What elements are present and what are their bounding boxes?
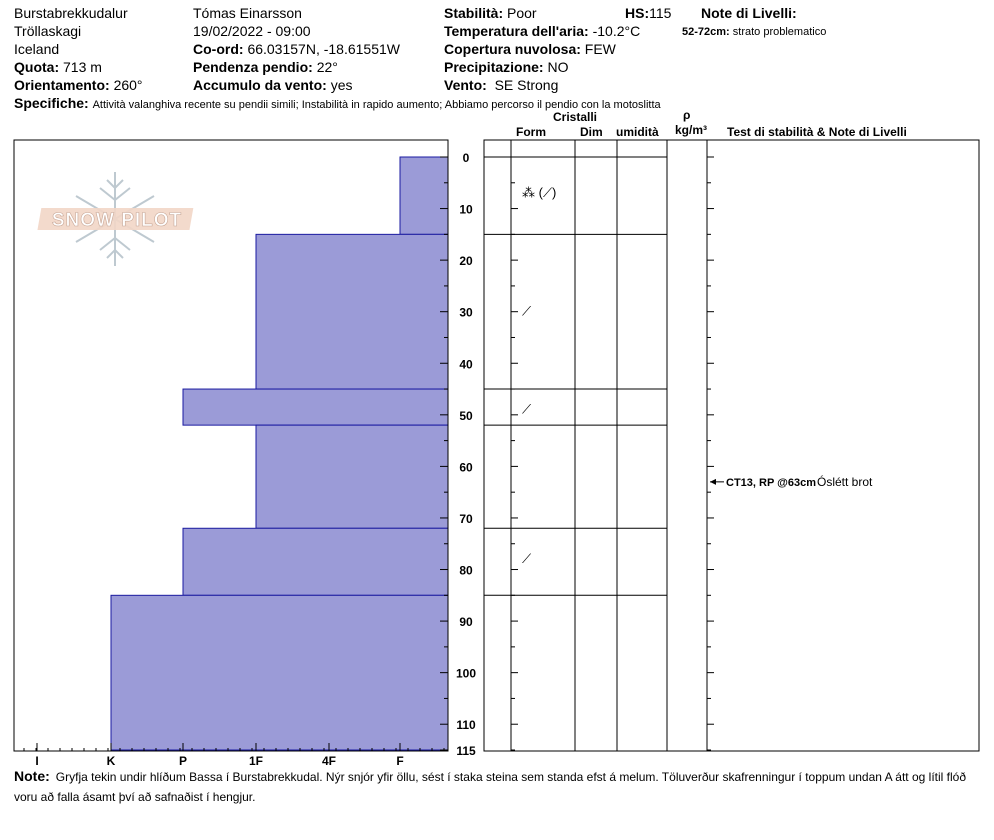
region-name: Tröllaskagi: [14, 23, 82, 39]
specifics-label: Specifiche:: [14, 95, 89, 111]
note-text: Gryfja tekin undir hlíðum Bassa í Burstabrekkudal. Nýr snjór yfir öllu, sést í staka steina sem standa efst á melum. Töluverður skafrenningur í toppum undan A átt og lítil flóð voru að falla ásamt því að safnaðist í hengjur.: [14, 770, 966, 804]
air-temp-value: -10.2°C: [592, 23, 641, 39]
hardness-bar-1: [256, 234, 448, 389]
precip-value: NO: [547, 59, 569, 75]
crystals-header: Cristalli: [553, 110, 598, 124]
density-symbol: ρ: [683, 108, 691, 122]
grain-form-symbol-0: ⁂ (⟋): [522, 185, 557, 201]
layer-table-frame: [484, 140, 979, 751]
moisture-header: umidità: [616, 125, 659, 139]
hardness-bar-0: [400, 157, 448, 234]
hardness-bar-3: [256, 425, 448, 528]
wind-loading-label: Accumulo da vento:: [193, 77, 327, 93]
hs-label: HS:: [625, 5, 650, 21]
stability-test-result-0: CT13, RP @63cm: [726, 476, 817, 489]
grain-form-symbol-2: ⟋: [522, 401, 532, 417]
hardness-label-P: P: [178, 754, 188, 768]
observer-name: Tómas Einarsson: [193, 5, 302, 21]
layer-note-text: strato problematico: [732, 26, 827, 38]
hardness-bar-2: [183, 389, 448, 425]
depth-label-70: 70: [459, 511, 473, 526]
hardness-bar-5: [111, 595, 448, 750]
hardness-bar-4: [183, 528, 448, 595]
depth-label-110: 110: [456, 718, 476, 733]
coord-value: 66.03157N, -18.61551W: [247, 41, 400, 57]
form-header: Form: [516, 125, 546, 139]
depth-label-50: 50: [459, 408, 473, 423]
grain-form-symbol-1: ⟋: [522, 303, 532, 319]
logo-text: SNOW PILOT: [51, 210, 183, 231]
aspect-label: Orientamento:: [14, 77, 110, 93]
depth-label-115: 115: [456, 744, 476, 758]
depth-label-90: 90: [459, 615, 473, 630]
stability-value: Poor: [507, 5, 537, 21]
hardness-label-K: K: [106, 754, 116, 768]
density-unit: kg/m³: [675, 123, 708, 137]
depth-label-20: 20: [459, 254, 473, 269]
observation-datetime: 19/02/2022 - 09:00: [193, 23, 311, 39]
hardness-label-F: F: [396, 754, 404, 768]
aspect-value: 260°: [113, 77, 143, 93]
coord-label: Co-ord:: [193, 41, 244, 57]
cloud-label: Copertura nuvolosa:: [444, 41, 581, 57]
hardness-label-I: I: [35, 754, 39, 768]
country-name: Iceland: [14, 41, 60, 57]
depth-label-10: 10: [459, 202, 473, 217]
slope-value: 22°: [316, 59, 338, 75]
depth-label-60: 60: [459, 460, 473, 475]
wind-value: SE Strong: [494, 77, 559, 93]
grain-form-symbol-3: ⟋: [522, 551, 532, 567]
hardness-label-4F: 4F: [321, 754, 337, 768]
tests-header: Test di stabilità & Note di Livelli: [727, 125, 907, 139]
dim-header: Dim: [580, 125, 603, 139]
specifics-text: Attività valanghiva recente su pendii simili; Instabilità in rapido aumento; Abbiamo percorso il pendio con la motoslitta: [92, 99, 661, 111]
depth-label-100: 100: [455, 666, 477, 681]
stability-label: Stabilità:: [444, 5, 504, 21]
layer-notes-label: Note di Livelli:: [701, 5, 797, 21]
location-name: Burstabrekkudalur: [14, 5, 128, 21]
stability-test-arrowhead-0: [710, 479, 716, 485]
hardness-label-1F: 1F: [248, 754, 264, 768]
depth-label-40: 40: [459, 357, 473, 372]
elevation-value: 713 m: [63, 59, 102, 75]
stability-test-note-0: Óslétt brot: [817, 474, 873, 489]
precip-label: Precipitazione:: [444, 59, 544, 75]
note-label: Note:: [14, 768, 50, 784]
wind-loading-value: yes: [330, 77, 353, 93]
depth-label-0: 0: [462, 151, 470, 165]
slope-label: Pendenza pendio:: [193, 59, 313, 75]
air-temp-label: Temperatura dell'aria:: [444, 23, 589, 39]
hs-value: 115: [649, 5, 672, 21]
elevation-label: Quota:: [14, 59, 60, 75]
depth-label-80: 80: [459, 563, 473, 578]
layer-note-range: 52-72cm:: [682, 26, 730, 38]
wind-label: Vento:: [444, 77, 487, 93]
depth-label-30: 30: [459, 305, 473, 320]
note: [14, 766, 984, 807]
cloud-value: FEW: [584, 41, 616, 57]
